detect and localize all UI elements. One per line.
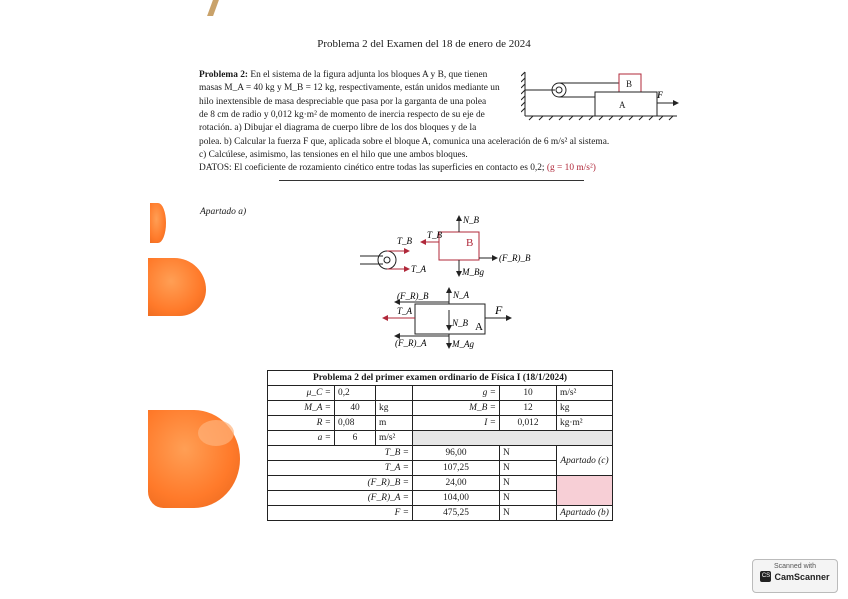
- problem-label: Problema 2:: [199, 70, 249, 80]
- table-row: [268, 386, 613, 401]
- fbd-b-nb-label: N_B: [463, 215, 480, 225]
- fbd-a-na-label: N_A: [453, 290, 470, 300]
- result-value: 475,25: [413, 506, 500, 521]
- fbd-pulley-ta-label: T_A: [411, 264, 427, 274]
- result-label: F =: [268, 506, 413, 521]
- result-row: [268, 506, 613, 521]
- cell-value: 10: [500, 386, 557, 401]
- apartado-c-label: Apartado (c): [557, 446, 613, 476]
- cell-value: 12: [500, 401, 557, 416]
- result-row: [268, 476, 613, 491]
- result-label: (F_R)_A =: [268, 491, 413, 506]
- cell-label: μ_C =: [268, 386, 335, 401]
- fbd-block-b-label: B: [466, 237, 474, 249]
- result-label: (F_R)_B =: [268, 476, 413, 491]
- result-value: 96,00: [413, 446, 500, 461]
- finger-middle: [148, 258, 206, 316]
- fbd-a-fra-label: (F_R)_A: [395, 338, 427, 348]
- block-b-label: B: [626, 79, 633, 89]
- cell-value: 0,08: [335, 416, 376, 431]
- problem-line-5: rotación. a) Dibujar el diagrama de cuerpo libre de los dos bloques y de la: [199, 123, 477, 134]
- fbd-b-tb-label: T_B: [427, 230, 443, 240]
- cell-value: 6: [335, 431, 376, 446]
- cell-unit: m: [376, 416, 413, 431]
- fbd-a-frb-label: (F_R)_B: [397, 291, 429, 301]
- fbd-a-ta-label: T_A: [397, 306, 413, 316]
- block-a-shape: [595, 92, 657, 116]
- fbd-b-frb-label: (F_R)_B: [499, 253, 531, 263]
- fbd-a-f-label: F: [495, 303, 503, 317]
- page-title: Problema 2 del Examen del 18 de enero de 2024: [317, 38, 531, 50]
- cell-value: 0,2: [335, 386, 376, 401]
- cell-unit: [376, 386, 413, 401]
- apartado-b-label: Apartado (b): [557, 506, 613, 521]
- cell-label: g =: [413, 386, 500, 401]
- table-row: [268, 431, 613, 446]
- cell-unit: kg: [376, 401, 413, 416]
- cell-label: a =: [268, 431, 335, 446]
- result-value: 104,00: [413, 491, 500, 506]
- cell-unit: kg: [557, 401, 613, 416]
- force-arrow-head: [673, 100, 679, 106]
- fbd-a-nb-label: N_B: [452, 318, 469, 328]
- table-title: Problema 2 del primer examen ordinario de Física I (18/1/2024): [268, 371, 613, 386]
- fbd-b-mbg-label: M_Bg: [462, 267, 484, 277]
- scanned-with-text: Scanned with: [773, 563, 817, 570]
- wall-hatch: [521, 72, 525, 116]
- paper-corner-mark: [207, 0, 219, 16]
- camscanner-badge: [752, 559, 838, 593]
- finger-top: [150, 203, 166, 243]
- table-row: [268, 401, 613, 416]
- cell-label: R =: [268, 416, 335, 431]
- force-label: F: [657, 90, 664, 100]
- problem-statement: [199, 69, 521, 135]
- table-title-row: [268, 371, 613, 386]
- result-row: [268, 446, 613, 461]
- result-unit: N: [500, 446, 557, 461]
- problem-line-1: Problema 2: En el sistema de la figura adjunta los bloques A y B, que tienen: [199, 70, 488, 80]
- problem-figure: [521, 70, 681, 122]
- fbd-pulley: [360, 251, 396, 269]
- floor-hatch: [525, 116, 677, 120]
- problem-line-c: c) Calcúlese, asimismo, las tensiones en el hilo que une ambos bloques.: [199, 150, 468, 160]
- camscanner-brand-row: [753, 571, 837, 582]
- fbd-pulley-tb-label: T_B: [397, 236, 413, 246]
- cell-label: M_A =: [268, 401, 335, 416]
- datos-g: (g = 10 m/s²): [546, 163, 596, 173]
- result-value: 107,25: [413, 461, 500, 476]
- problem-line-2: masas M_A = 40 kg y M_B = 12 kg, respectivamente, están unidos mediante un: [199, 83, 500, 94]
- datos-text: DATOS: El coeficiente de rozamiento cinético entre todas las superficies en contacto es 0,2;: [199, 163, 545, 173]
- camscanner-logo-icon: CS: [760, 571, 771, 582]
- problem-line-3: hilo inextensible de masa despreciable que pasa por la garganta de una polea: [199, 96, 487, 107]
- result-value: 24,00: [413, 476, 500, 491]
- separator-line: [279, 180, 584, 181]
- fbd-a-mag-label: M_Ag: [452, 339, 474, 349]
- result-unit: N: [500, 506, 557, 521]
- table-row: [268, 416, 613, 431]
- apartado-a-label: Apartado a): [200, 207, 247, 217]
- pink-cell: [557, 476, 613, 506]
- result-unit: N: [500, 476, 557, 491]
- results-table: [267, 370, 613, 521]
- result-label: T_A =: [268, 461, 413, 476]
- result-unit: N: [500, 461, 557, 476]
- problem-line-b: polea. b) Calcular la fuerza F que, aplicada sobre el bloque A, comunica una aceleración de 6 m/s² al sistema.: [199, 137, 610, 147]
- finger-nail: [198, 420, 234, 446]
- result-label: T_B =: [268, 446, 413, 461]
- camscanner-brand-text: CamScanner: [774, 571, 830, 582]
- pink-cell: [413, 431, 613, 446]
- block-a-label: A: [619, 100, 626, 110]
- cell-label: M_B =: [413, 401, 500, 416]
- fbd-block-a-label: A: [475, 321, 483, 333]
- cell-unit: m/s²: [376, 431, 413, 446]
- cell-value: 0,012: [500, 416, 557, 431]
- pulley-icon: [525, 83, 566, 97]
- cell-label: I =: [413, 416, 500, 431]
- free-body-diagram: [355, 210, 545, 350]
- cell-value: 40: [335, 401, 376, 416]
- cell-unit: m/s²: [557, 386, 613, 401]
- datos-line: [199, 162, 596, 175]
- cell-unit: kg·m²: [557, 416, 613, 431]
- result-unit: N: [500, 491, 557, 506]
- problem-line-4: de 8 cm de radio y 0,012 kg·m² de momento de inercia respecto de su eje de: [199, 109, 485, 120]
